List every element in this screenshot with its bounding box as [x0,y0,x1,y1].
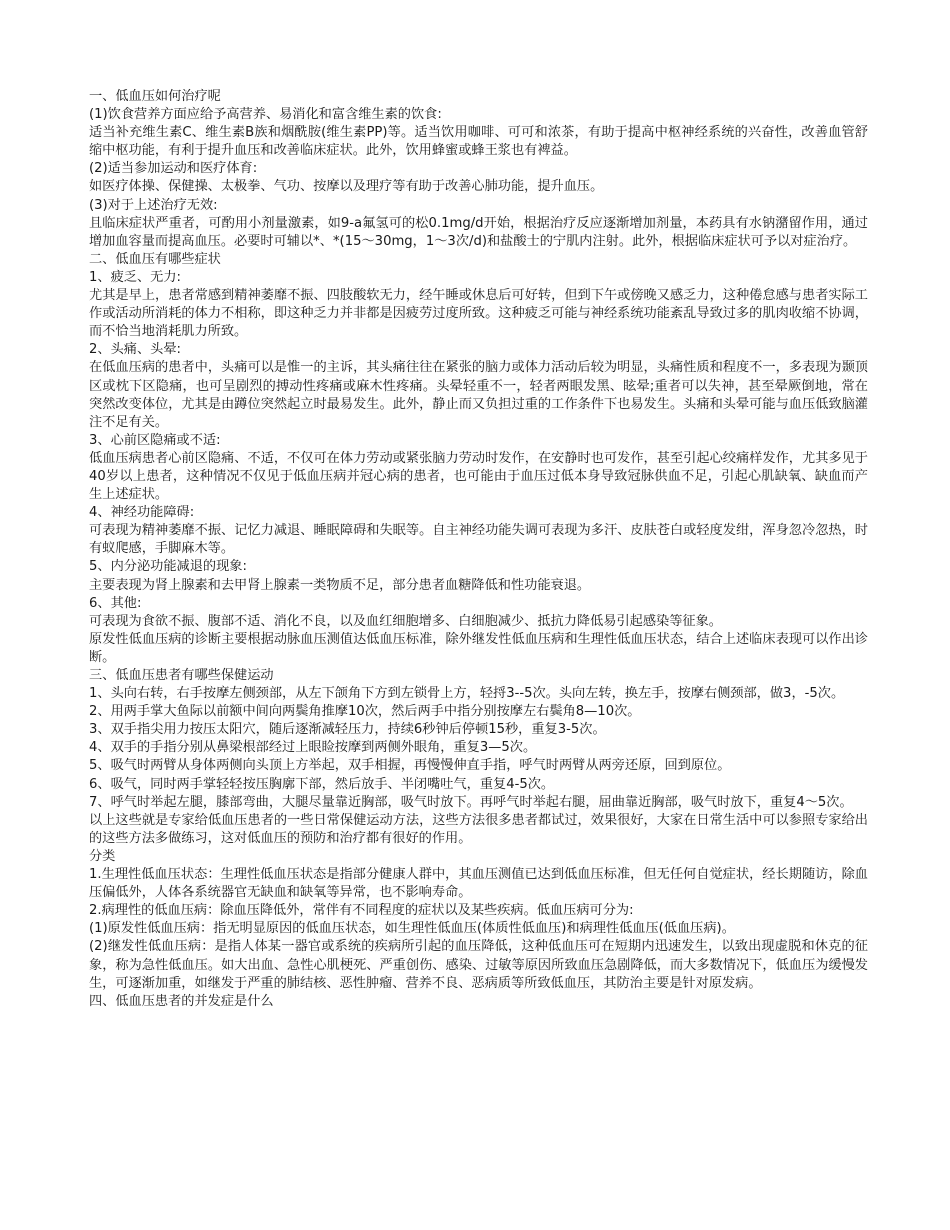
body-paragraph: (2)继发性低血压病：是指人体某一器官或系统的疾病所引起的血压降低，这种低血压可在短期内迅速发生，以致出现虚脱和休克的征象，称为急性低血压。如大出血、急性心肌梗死、严重创伤、感染、过敏等原因所致血压急剧降低，而大多数情况下，低血压为缓慢发生，可逐渐加重，如继发于严重的肺结核、恶性肿瘤、营养不良、恶病质等所致低血压，其防治主要是针对原发病。 [89,939,868,991]
body-paragraph: 主要表现为肾上腺素和去甲肾上腺素一类物质不足，部分患者血糖降低和性功能衰退。 [89,577,591,593]
subheading-other: 6、其他: [89,595,142,611]
body-paragraph: (1)原发性低血压病：指无明显原因的低血压状态，如生理性低血压(体质性低血压)和病理性低血压(低血压病)。 [89,921,735,937]
section-heading-symptoms: 二、低血压有哪些症状 [89,251,221,267]
subheading-neuro: 4、神经功能障碍: [89,505,195,521]
body-paragraph: 可表现为精神萎靡不振、记忆力减退、睡眠障碍和失眠等。自主神经功能失调可表现为多汗、皮肤苍白或轻度发绀，浑身忽冷忽热，时有蚁爬感，手脚麻木等。 [89,523,868,557]
subheading-exercise: (2)适当参加运动和医疗体育: [89,161,258,177]
body-paragraph: 原发性低血压病的诊断主要根据动脉血压测值达低血压标准，除外继发性低血压病和生理性低血压状态，结合上述临床表现可以作出诊断。 [89,631,868,665]
list-item: 2、用两手掌大鱼际以前额中间向两鬓角推摩10次，然后两手中指分别按摩左右鬓角8—10次。 [89,704,641,720]
body-paragraph: 在低血压病的患者中，头痛可以是惟一的主诉，其头痛往往在紧张的脑力或体力活动后较为明显，头痛性质和程度不一，多表现为颞顶区或枕下区隐痛，也可呈剧烈的搏动性疼痛或麻木性疼痛。头晕轻重不一，轻者两眼发黑、眩晕;重者可以失神，甚至晕厥倒地，常在突然改变体位，尤其是由蹲位突然起立时最易发生。此外，静止而又负担过重的工作条件下也易发生。头痛和头晕可能与血压低致脑灌注不足有关。 [89,360,868,430]
section-heading-exercises: 三、低血压患者有哪些保健运动 [89,668,274,683]
subheading-fatigue: 1、疲乏、无力: [89,269,181,285]
body-paragraph: 2.病理性的低血压病：除血压降低外，常伴有不同程度的症状以及某些疾病。低血压病可分为: [89,903,634,919]
subheading-diet: (1)饮食营养方面应给予高营养、易消化和富含维生素的饮食: [89,107,442,123]
section-heading-treatment: 一、低血压如何治疗呢 [89,89,221,104]
body-paragraph: 适当补充维生素C、维生素B族和烟酰胺(维生素PP)等。适当饮用咖啡、可可和浓茶，有助于提高中枢神经系统的兴奋性，改善血管舒缩中枢功能，有利于提升血压和改善临床症状。此外，饮用蜂蜜或蜂王浆也有裨益。 [89,125,868,159]
list-item: 7、呼气时举起左腿，膝部弯曲，大腿尽量靠近胸部，吸气时放下。再呼气时举起右腿，屈曲靠近胸部，吸气时放下，重复4～5次。 [89,794,853,810]
body-paragraph: 如医疗体操、保健操、太极拳、气功、按摩以及理疗等有助于改善心肺功能，提升血压。 [89,179,604,195]
list-item: 6、吸气，同时两手掌轻轻按压胸廓下部，然后放手、半闭嘴吐气，重复4-5次。 [89,776,555,792]
subheading-classification: 分类 [89,848,116,864]
list-item: 3、双手指尖用力按压太阳穴，随后逐渐减轻压力，持续6秒钟后停顿15秒，重复3-5次。 [89,722,606,738]
list-item: 4、双手的手指分别从鼻梁根部经过上眼睑按摩到两侧外眼角，重复3—5次。 [89,740,537,756]
body-paragraph: 低血压病患者心前区隐痛、不适，不仅可在体力劳动或紧张脑力劳动时发作，在安静时也可发作，甚至引起心绞痛样发作，尤其多见于40岁以上患者，这种情况不仅见于低血压病并冠心病的患者，也可能由于血压过低本身导致冠脉供血不足，引起心肌缺氧、缺血而产生上述症状。 [89,450,868,503]
body-paragraph: 且临床症状严重者，可酌用小剂量激素，如9-a氟氢可的松0.1mg/d开始，根据治疗反应逐渐增加剂量，本药具有水钠潴留作用，通过增加血容量而提高血压。必要时可辅以*、*(15～30mg，1～3次/d)和盐酸士的宁肌内注射。此外，根据临床症状可予以对症治疗。 [89,215,868,249]
body-paragraph: 1.生理性低血压状态：生理性低血压状态是指部分健康人群中，其血压测值已达到低血压标准，但无任何自觉症状，经长期随访，除血压偏低外，人体各系统器官无缺血和缺氧等异常，也不影响寿命。 [89,867,868,901]
subheading-headache: 2、头痛、头晕: [89,342,181,358]
subheading-ineffective: (3)对于上述治疗无效: [89,197,218,213]
list-item: 1、头向右转，右手按摩左侧颈部，从左下颌角下方到左锁骨上方，轻捋3--5次。头向左转，换左手，按摩右侧颈部，做3，-5次。 [89,686,845,702]
list-item: 5、吸气时两臂从身体两侧向头顶上方举起，双手相握，再慢慢伸直手指，呼气时两臂从两旁还原，回到原位。 [89,758,731,774]
subheading-chest-pain: 3、心前区隐痛或不适: [89,432,221,448]
body-paragraph: 以上这些就是专家给低血压患者的一些日常保健运动方法，这些方法很多患者都试过，效果很好，大家在日常生活中可以参照专家给出的这些方法多做练习，这对低血压的预防和治疗都有很好的作用。 [89,812,868,846]
body-paragraph: 尤其是早上，患者常感到精神萎靡不振、四肢酸软无力，经午睡或休息后可好转，但到下午或傍晚又感乏力，这种倦怠感与患者实际工作或活动所消耗的体力不相称，即这种乏力并非都是因疲劳过度所致。这种疲乏可能与神经系统功能紊乱导致过多的肌肉收缩不协调，而不恰当地消耗肌力所致。 [89,288,868,340]
body-paragraph: 可表现为食欲不振、腹部不适、消化不良，以及血红细胞增多、白细胞减少、抵抗力降低易引起感染等征象。 [89,613,722,629]
section-heading-complications: 四、低血压患者的并发症是什么 [89,993,274,1009]
subheading-endocrine: 5、内分泌功能减退的现象: [89,559,247,575]
